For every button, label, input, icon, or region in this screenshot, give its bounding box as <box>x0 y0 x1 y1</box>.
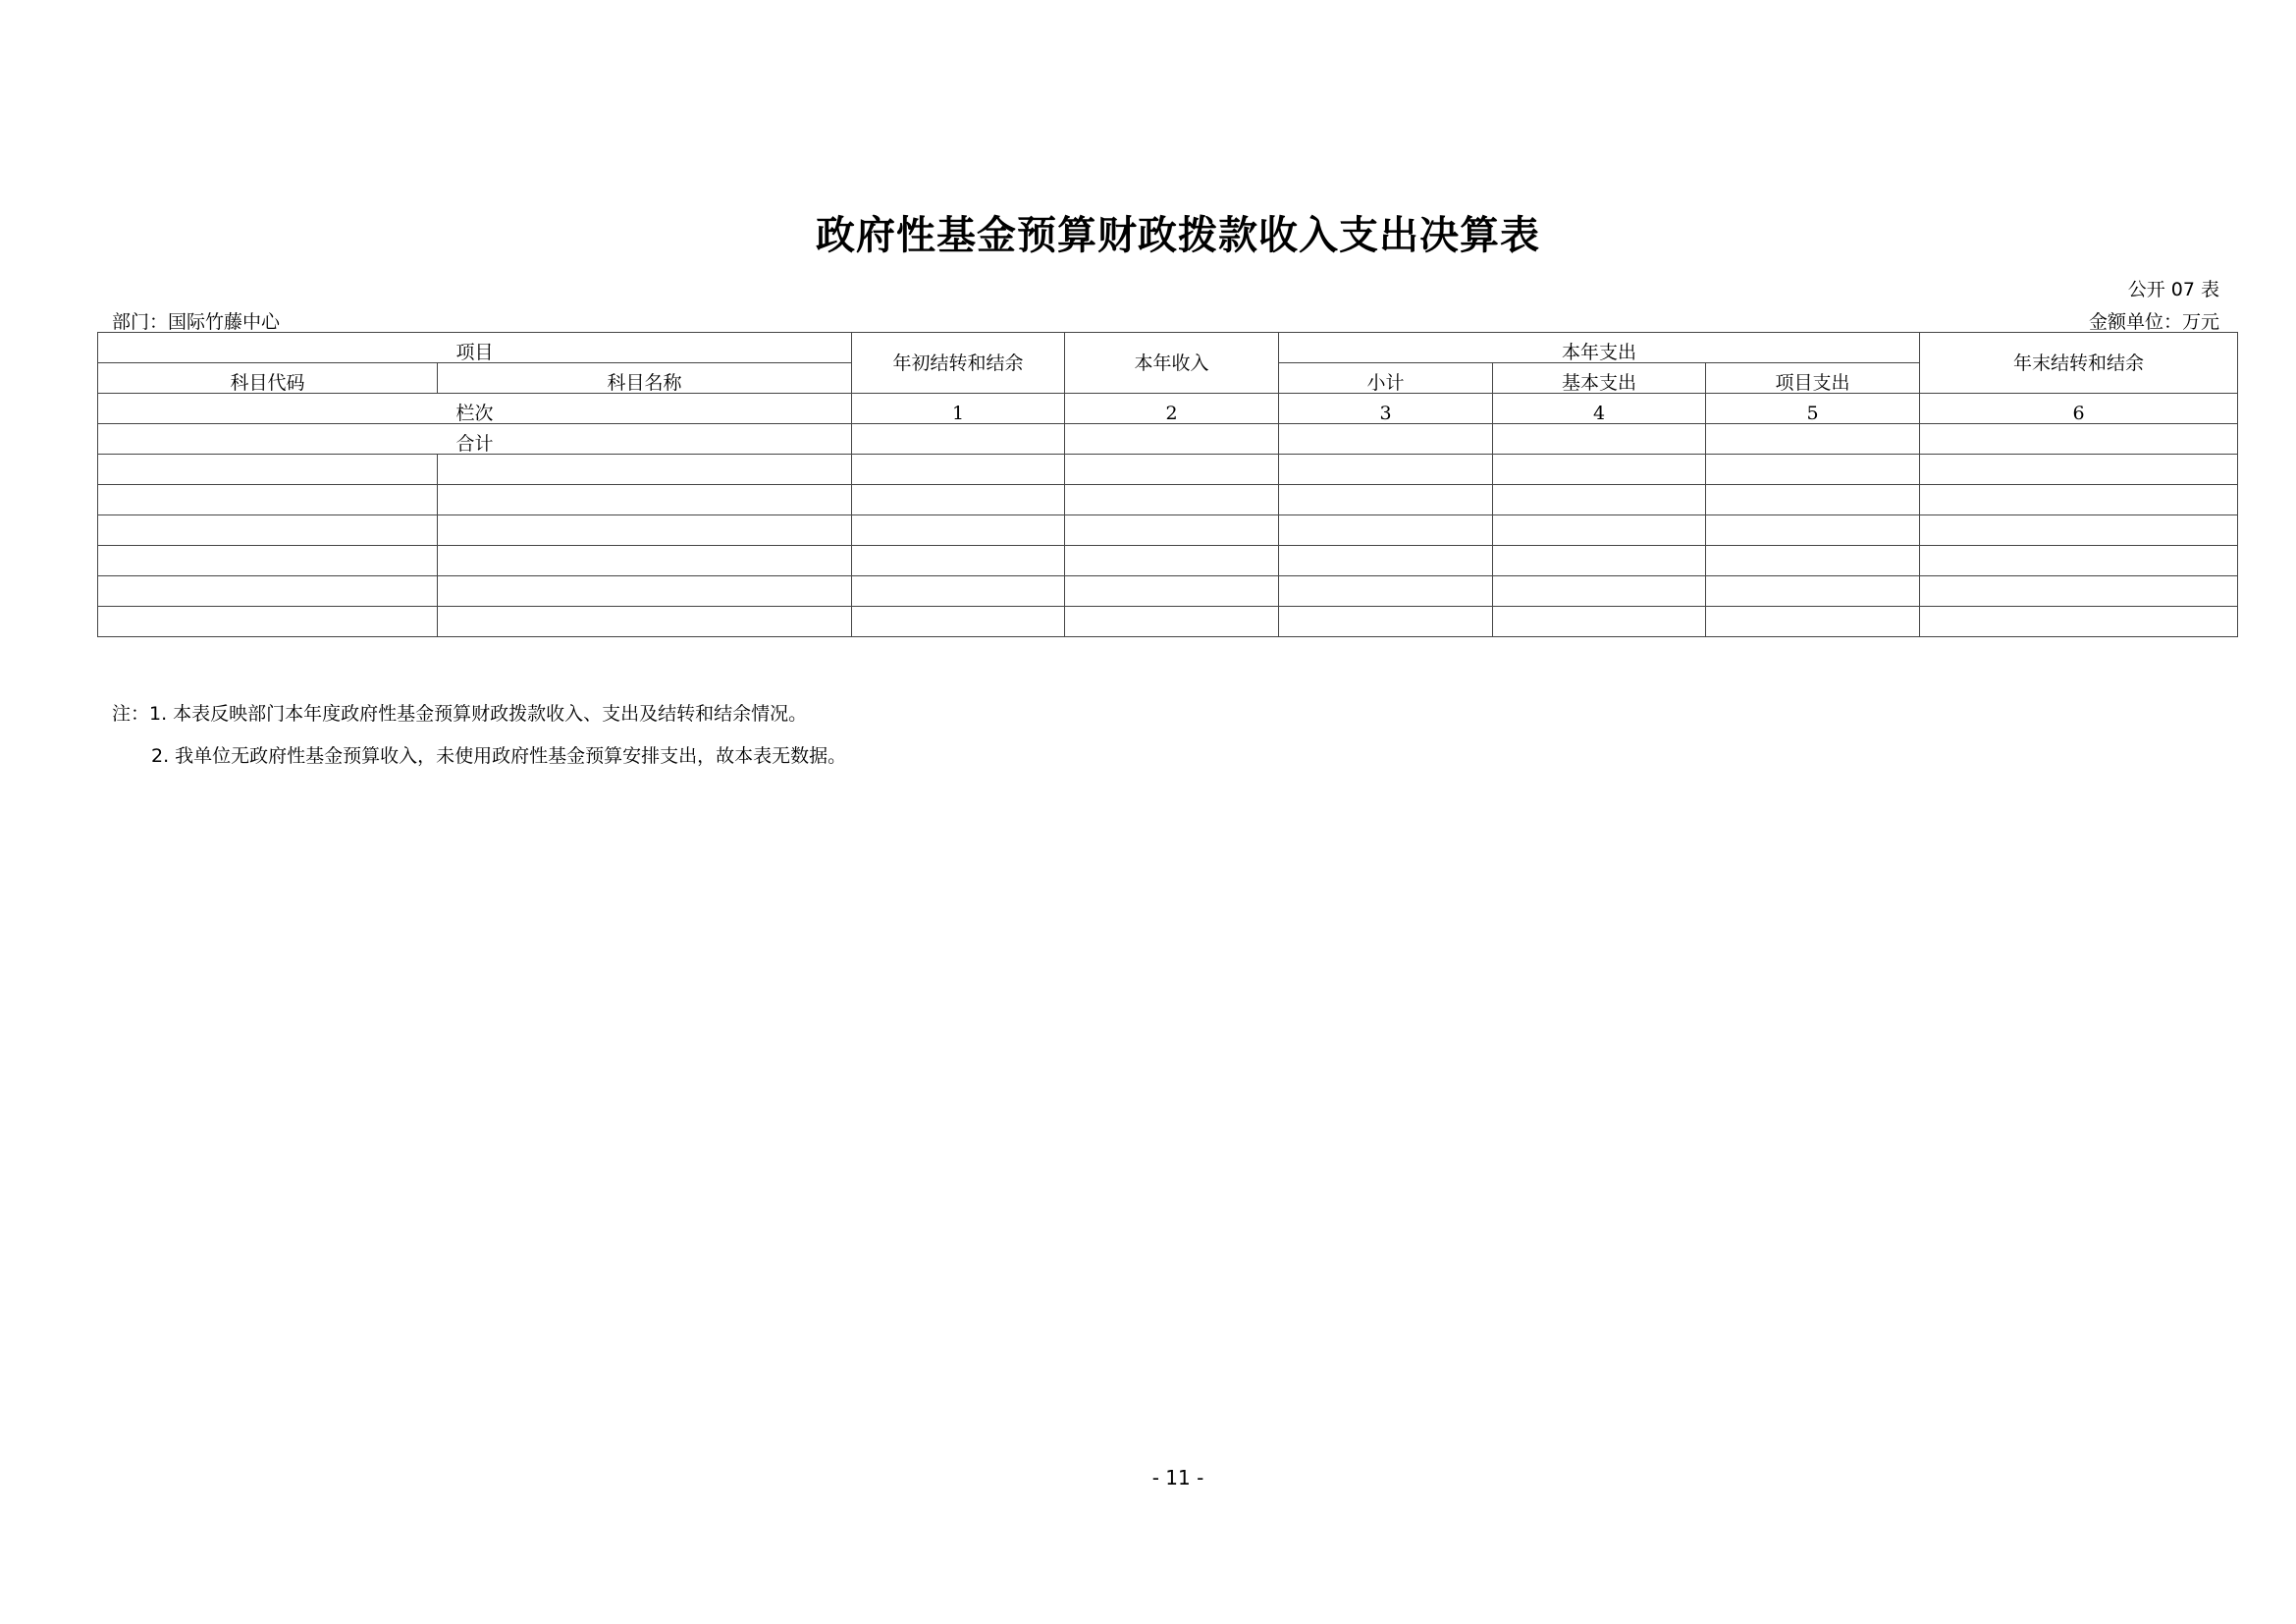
table-cell <box>1279 576 1493 607</box>
header-subtotal: 小计 <box>1279 363 1493 394</box>
table-row <box>98 576 2238 607</box>
table-cell <box>1065 546 1279 576</box>
table-row <box>98 546 2238 576</box>
header-subject-code: 科目代码 <box>98 363 438 394</box>
table-cell <box>852 546 1065 576</box>
table-cell <box>1920 576 2238 607</box>
page-title: 政府性基金预算财政拨款收入支出决算表 <box>816 212 1540 258</box>
table-cell <box>98 485 438 515</box>
table-cell <box>1493 515 1706 546</box>
table-cell <box>98 455 438 485</box>
table-cell <box>1706 576 1920 607</box>
table-cell <box>1279 546 1493 576</box>
column-number: 1 <box>852 394 1065 424</box>
table-cell <box>852 607 1065 637</box>
table-cell <box>852 455 1065 485</box>
table-cell <box>852 515 1065 546</box>
table-cell <box>1920 515 2238 546</box>
table-cell <box>1279 485 1493 515</box>
table-cell <box>1065 485 1279 515</box>
header-project-expense: 项目支出 <box>1706 363 1920 394</box>
column-number: 4 <box>1493 394 1706 424</box>
header-current-expense: 本年支出 <box>1279 333 1920 363</box>
column-index-label: 栏次 <box>98 394 852 424</box>
amount-unit-label: 金额单位：万元 <box>2088 311 2219 333</box>
footnotes <box>112 693 846 778</box>
table-cell <box>1920 455 2238 485</box>
header-basic-expense: 基本支出 <box>1493 363 1706 394</box>
table-cell <box>1706 546 1920 576</box>
column-number: 6 <box>1920 394 2238 424</box>
table-cell <box>1065 607 1279 637</box>
table-cell <box>1706 485 1920 515</box>
table-cell <box>1706 424 1920 455</box>
table-cell <box>438 576 852 607</box>
table-cell <box>438 455 852 485</box>
table-cell <box>852 576 1065 607</box>
table-row <box>98 455 2238 485</box>
column-number: 3 <box>1279 394 1493 424</box>
table-cell <box>1493 546 1706 576</box>
page-number: - 11 - <box>1151 1466 1204 1489</box>
department-label: 部门：国际竹藤中心 <box>112 311 281 333</box>
table-cell <box>1493 607 1706 637</box>
table-row <box>98 515 2238 546</box>
column-number: 2 <box>1065 394 1279 424</box>
table-cell <box>98 546 438 576</box>
table-cell <box>438 546 852 576</box>
table-cell <box>438 485 852 515</box>
table-cell <box>1493 485 1706 515</box>
table-cell <box>438 607 852 637</box>
table-cell <box>1279 515 1493 546</box>
table-cell <box>1706 607 1920 637</box>
table-cell <box>98 576 438 607</box>
table-row <box>98 485 2238 515</box>
table-cell <box>98 515 438 546</box>
total-row <box>98 424 2238 455</box>
total-label: 合计 <box>98 424 852 455</box>
table-cell <box>1706 455 1920 485</box>
table-cell <box>1065 576 1279 607</box>
column-number: 5 <box>1706 394 1920 424</box>
table-cell <box>1493 576 1706 607</box>
table-cell <box>1279 455 1493 485</box>
form-number: 公开 07 表 <box>2127 279 2219 300</box>
table-cell <box>1920 485 2238 515</box>
table-cell <box>1279 607 1493 637</box>
header-closing-balance: 年末结转和结余 <box>1920 333 2238 394</box>
header-current-income: 本年收入 <box>1065 333 1279 394</box>
budget-settlement-table <box>97 332 2238 637</box>
table-cell <box>1279 424 1493 455</box>
header-row-1 <box>98 333 2238 363</box>
table-cell <box>852 485 1065 515</box>
table-cell <box>1920 424 2238 455</box>
table-cell <box>98 607 438 637</box>
header-opening-balance: 年初结转和结余 <box>852 333 1065 394</box>
header-item: 项目 <box>98 333 852 363</box>
table-cell <box>1920 546 2238 576</box>
footnote-1: 注：1. 本表反映部门本年度政府性基金预算财政拨款收入、支出及结转和结余情况。 <box>112 703 808 725</box>
footnote-2: 2. 我单位无政府性基金预算收入，未使用政府性基金预算安排支出，故本表无数据。 <box>151 745 847 767</box>
table-cell <box>1065 515 1279 546</box>
table-cell <box>1065 455 1279 485</box>
table-cell <box>852 424 1065 455</box>
table-cell <box>1493 424 1706 455</box>
table-cell <box>1493 455 1706 485</box>
header-subject-name: 科目名称 <box>438 363 852 394</box>
table-cell <box>1706 515 1920 546</box>
table-row <box>98 607 2238 637</box>
column-index-row <box>98 394 2238 424</box>
table-cell <box>1920 607 2238 637</box>
table-cell <box>1065 424 1279 455</box>
table-cell <box>438 515 852 546</box>
